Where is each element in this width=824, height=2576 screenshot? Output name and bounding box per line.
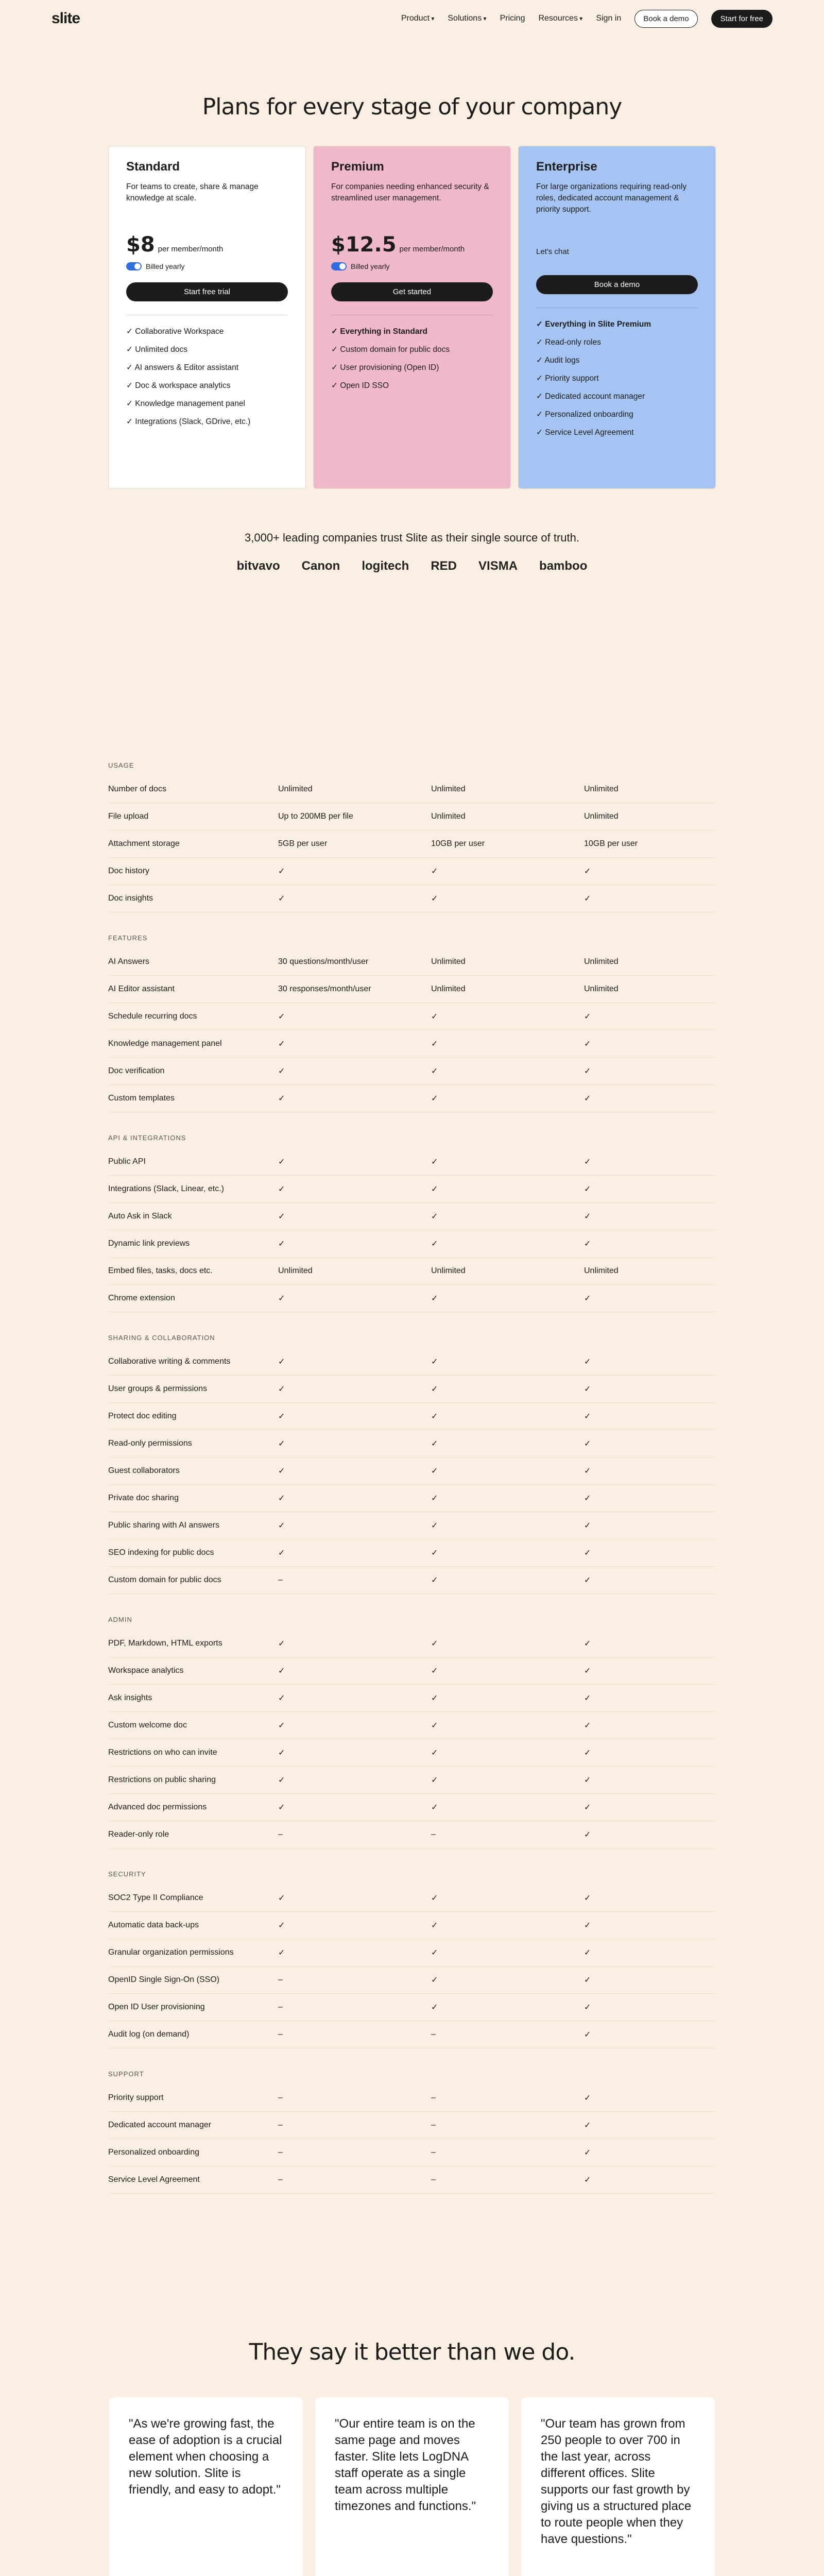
customer-logos [0, 559, 824, 573]
nav-links [401, 10, 772, 28]
feature-item: ✓ Doc & workspace analytics [126, 377, 288, 395]
table-row [108, 1712, 716, 1739]
plan-value: ✓ [431, 1776, 438, 1785]
plan-value: ✓ [278, 1067, 285, 1076]
feature-label: SOC2 Type II Compliance [108, 1893, 203, 1902]
feature-label: Number of docs [108, 785, 166, 793]
testimonials [0, 2339, 824, 2576]
plan-value: ✓ [431, 1521, 438, 1530]
plan-value: ✓ [584, 1385, 591, 1394]
plan-value: ✓ [431, 1212, 438, 1221]
table-row [108, 2139, 716, 2166]
table-row [108, 1821, 716, 1849]
feature-label: Audit log (on demand) [108, 2030, 190, 2039]
plan-value: ✓ [584, 1294, 591, 1303]
plan-value: ✓ [278, 1694, 285, 1703]
logitech-logo: logitech [362, 559, 409, 573]
plan-value: ✓ [584, 1831, 591, 1839]
plan-value: ✓ [278, 1549, 285, 1557]
plan-desc: For companies needing enhanced security & streamlined user management. [331, 182, 489, 202]
plan-price: $8 [126, 233, 155, 257]
visma-logo: VISMA [478, 559, 518, 573]
billed-label: Billed yearly [146, 262, 185, 270]
bitvavo-logo: bitvavo [236, 559, 280, 573]
table-row [108, 803, 716, 831]
feature-item: ✓ Integrations (Slack, GDrive, etc.) [126, 413, 288, 431]
feature-item: ✓ Everything in Standard [331, 323, 493, 341]
plan-value: 10GB per user [584, 839, 638, 848]
plan-value: ✓ [584, 1894, 591, 1903]
plan-value: – [278, 1575, 283, 1584]
top-nav [0, 0, 824, 37]
plan-value: ✓ [584, 1521, 591, 1530]
feature-label: Dynamic link previews [108, 1239, 190, 1248]
nav-solutions[interactable]: Solutions ▾ [448, 14, 486, 23]
table-row [108, 976, 716, 1003]
red-logo: RED [431, 559, 457, 573]
testimonial-card [315, 2397, 509, 2576]
plan-features [331, 323, 493, 395]
plan-value: Unlimited [431, 1266, 466, 1275]
plan-value: ✓ [584, 1439, 591, 1448]
table-row [108, 1203, 716, 1230]
plan-value: Unlimited [584, 785, 619, 793]
plan-value: ✓ [584, 1749, 591, 1757]
plan-value: – [431, 2093, 436, 2102]
plan-value: ✓ [584, 2148, 591, 2157]
table-row [108, 1794, 716, 1821]
feature-label: Automatic data back-ups [108, 1921, 199, 1929]
feature-label: Schedule recurring docs [108, 1012, 197, 1021]
feature-label: Restrictions on who can invite [108, 1748, 217, 1757]
start-free-button[interactable]: Start for free [711, 10, 772, 28]
feature-item: ✓ Service Level Agreement [536, 423, 698, 442]
feature-label: Private doc sharing [108, 1494, 179, 1502]
feature-label: Doc insights [108, 894, 153, 903]
plan-value: ✓ [584, 1776, 591, 1785]
bamboo-logo: bamboo [539, 559, 588, 573]
start-trial-button[interactable]: Start free trial [126, 282, 288, 301]
plan-value: ✓ [278, 1803, 285, 1812]
plan-name: Enterprise [536, 160, 597, 174]
plan-value: Unlimited [431, 985, 466, 993]
plan-value: ✓ [584, 2094, 591, 2103]
table-row [108, 1630, 716, 1657]
plan-value: ✓ [278, 1185, 285, 1194]
table-row [108, 2021, 716, 2048]
plan-value: Unlimited [278, 785, 313, 793]
feature-item: ✓ AI answers & Editor assistant [126, 359, 288, 377]
feature-item: ✓ Knowledge management panel [126, 395, 288, 413]
plan-value: 30 questions/month/user [278, 957, 369, 966]
plan-value: ✓ [584, 1921, 591, 1930]
nav-product[interactable]: Product ▾ [401, 14, 435, 23]
plan-value: Unlimited [584, 957, 619, 966]
nav-sign-in[interactable]: Sign in [596, 14, 622, 23]
table-row [108, 2112, 716, 2139]
feature-label: Open ID User provisioning [108, 2003, 205, 2011]
feature-label: Public sharing with AI answers [108, 1521, 220, 1530]
feature-label: Chrome extension [108, 1294, 175, 1302]
plan-value: ✓ [584, 1358, 591, 1366]
plan-value: ✓ [584, 1040, 591, 1048]
feature-item: ✓ User provisioning (Open ID) [331, 359, 493, 377]
plan-value: ✓ [584, 1694, 591, 1703]
plans [108, 146, 716, 489]
book-demo-button[interactable]: Book a demo [634, 10, 697, 28]
feature-item: ✓ Priority support [536, 369, 698, 387]
feature-label: Doc history [108, 867, 150, 875]
table-row [108, 1285, 716, 1312]
plan-value: ✓ [584, 894, 591, 903]
plan-value: ✓ [431, 1094, 438, 1103]
feature-label: Auto Ask in Slack [108, 1212, 172, 1221]
plan-value: ✓ [431, 894, 438, 903]
plan-value: ✓ [278, 1012, 285, 1021]
plan-value: ✓ [278, 1776, 285, 1785]
plan-value: ✓ [431, 1358, 438, 1366]
plan-value: ✓ [278, 1639, 285, 1648]
plan-value: – [278, 2030, 283, 2039]
plan-enterprise [518, 146, 716, 489]
feature-label: Custom templates [108, 1094, 175, 1103]
feature-label: Protect doc editing [108, 1412, 177, 1420]
get-started-button[interactable]: Get started [331, 282, 493, 301]
plan-per: per member/month [399, 245, 465, 253]
book-demo-button[interactable]: Book a demo [536, 275, 698, 294]
plan-value: Unlimited [584, 812, 619, 821]
testimonial-quote: "As we're growing fast, the ease of adoption is a crucial element when choosing a new solution. Slite is friendly, and easy to adopt." [129, 2417, 282, 2497]
section-title: ADMIN [108, 1616, 132, 1623]
feature-label: AI Editor assistant [108, 985, 175, 993]
feature-label: Granular organization permissions [108, 1948, 234, 1957]
page-title: Plans for every stage of your company [202, 94, 622, 120]
table-row [108, 1085, 716, 1112]
plan-value: ✓ [431, 1576, 438, 1585]
plan-value: ✓ [278, 1240, 285, 1248]
plan-value: ✓ [584, 1576, 591, 1585]
feature-item: ✓ Unlimited docs [126, 341, 288, 359]
plan-value: ✓ [431, 1894, 438, 1903]
plan-value: ✓ [278, 1749, 285, 1757]
plan-value: – [278, 2093, 283, 2102]
plan-premium [313, 146, 511, 489]
slite-logo[interactable]: slite [52, 10, 80, 27]
plan-value: ✓ [278, 1667, 285, 1675]
table-row [108, 1176, 716, 1203]
table-row [108, 1567, 716, 1594]
plan-value: ✓ [584, 2176, 591, 2184]
plan-value: ✓ [278, 1358, 285, 1366]
feature-item: ✓ Everything in Slite Premium [536, 315, 698, 333]
plan-value: ✓ [584, 1067, 591, 1076]
plan-value: ✓ [431, 1240, 438, 1248]
plan-value: ✓ [278, 1948, 285, 1957]
plan-value: ✓ [584, 2121, 591, 2130]
trust-text: 3,000+ leading companies trust Slite as their single source of truth. [245, 531, 579, 544]
plan-value: ✓ [431, 1976, 438, 1985]
plan-value: – [431, 2121, 436, 2129]
plan-value: ✓ [584, 1240, 591, 1248]
table-row [108, 1230, 716, 1258]
table-row [108, 2084, 716, 2112]
plan-value: ✓ [584, 1721, 591, 1730]
plan-value: ✓ [278, 1494, 285, 1503]
plan-value: ✓ [278, 1158, 285, 1166]
section-title: SHARING & COLLABORATION [108, 1334, 215, 1342]
canon-logo: Canon [301, 559, 340, 573]
plan-value: ✓ [584, 1494, 591, 1503]
plan-value: ✓ [584, 1412, 591, 1421]
feature-label: Attachment storage [108, 839, 180, 848]
plan-value: ✓ [584, 2030, 591, 2039]
table-row [108, 1767, 716, 1794]
plan-value: ✓ [584, 1185, 591, 1194]
table-row [108, 948, 716, 976]
feature-label: Reader-only role [108, 1830, 169, 1839]
nav-resources[interactable]: Resources ▾ [538, 14, 582, 23]
table-row [108, 1148, 716, 1176]
plan-value: ✓ [431, 1439, 438, 1448]
feature-label: Restrictions on public sharing [108, 1775, 216, 1784]
plan-value: ✓ [431, 1412, 438, 1421]
plan-value: ✓ [584, 1094, 591, 1103]
feature-label: Service Level Agreement [108, 2175, 200, 2184]
plan-value: ✓ [584, 1667, 591, 1675]
plan-value: ✓ [278, 1439, 285, 1448]
table-row [108, 1403, 716, 1430]
plan-value: ✓ [278, 1294, 285, 1303]
plan-value: ✓ [278, 1094, 285, 1103]
plan-value: Unlimited [278, 1266, 313, 1275]
table-row [108, 2166, 716, 2194]
plan-value: ✓ [278, 1040, 285, 1048]
table-row [108, 1030, 716, 1058]
plan-value: ✓ [278, 1212, 285, 1221]
table-row [108, 1539, 716, 1567]
plan-value: ✓ [431, 1639, 438, 1648]
table-row [108, 1258, 716, 1285]
plan-value: ✓ [431, 1921, 438, 1930]
plan-value: ✓ [584, 1976, 591, 1985]
plan-value: ✓ [584, 1467, 591, 1476]
plan-value: – [278, 2175, 283, 2184]
feature-label: Public API [108, 1157, 146, 1166]
feature-label: PDF, Markdown, HTML exports [108, 1639, 222, 1648]
feature-item: ✓ Custom domain for public docs [331, 341, 493, 359]
plan-value: ✓ [278, 867, 285, 876]
billed-yearly-toggle[interactable] [331, 262, 347, 270]
plan-desc: For teams to create, share & manage knowledge at scale. [126, 182, 259, 202]
plan-value: – [278, 1830, 283, 1839]
plan-value: ✓ [278, 1385, 285, 1394]
plan-value: ✓ [278, 1521, 285, 1530]
plan-value: 30 responses/month/user [278, 985, 371, 993]
plan-value: Unlimited [584, 1266, 619, 1275]
feature-item: ✓ Personalized onboarding [536, 405, 698, 423]
plan-value: ✓ [431, 1749, 438, 1757]
plan-value: ✓ [584, 1012, 591, 1021]
plan-value: 5GB per user [278, 839, 328, 848]
feature-item: ✓ Read-only roles [536, 333, 698, 351]
table-row [108, 1885, 716, 1912]
plan-value: ✓ [278, 1412, 285, 1421]
plan-desc: For large organizations requiring read-only roles, dedicated account management & priority support. [536, 182, 687, 214]
plan-value: ✓ [584, 2003, 591, 2012]
plan-value: ✓ [431, 2003, 438, 2012]
feature-label: Dedicated account manager [108, 2121, 212, 2129]
plan-value: ✓ [584, 867, 591, 876]
feature-item: ✓ Audit logs [536, 351, 698, 369]
plan-value: – [278, 2003, 283, 2011]
table-row [108, 1657, 716, 1685]
table-row [108, 1512, 716, 1539]
feature-label: Collaborative writing & comments [108, 1357, 231, 1366]
billed-label: Billed yearly [351, 262, 390, 270]
plan-value: – [431, 2148, 436, 2157]
feature-label: Custom domain for public docs [108, 1575, 221, 1584]
plan-value: Unlimited [431, 957, 466, 966]
testimonials-title: They say it better than we do. [249, 2339, 575, 2365]
comparison-table [108, 740, 716, 2194]
feature-label: Embed files, tasks, docs etc. [108, 1266, 213, 1275]
feature-label: Workspace analytics [108, 1666, 184, 1675]
table-row [108, 1376, 716, 1403]
plan-value: ✓ [278, 1721, 285, 1730]
plan-value: Unlimited [584, 985, 619, 993]
section-title: FEATURES [108, 934, 148, 942]
plan-value: ✓ [278, 1894, 285, 1903]
testimonial-quote: "Our entire team is on the same page and moves faster. Slite lets LogDNA staff operate as a single team across multiple timezones and functions." [335, 2417, 476, 2513]
plan-price: $12.5 [331, 233, 397, 257]
feature-label: OpenID Single Sign-On (SSO) [108, 1975, 220, 1984]
table-row [108, 1003, 716, 1030]
plan-value: ✓ [278, 1921, 285, 1930]
feature-label: Priority support [108, 2093, 164, 2102]
table-row [108, 1058, 716, 1085]
plan-per: per member/month [158, 245, 224, 253]
plan-value: ✓ [278, 1467, 285, 1476]
feature-label: Read-only permissions [108, 1439, 192, 1448]
lets-chat: Let's chat [536, 247, 569, 256]
plan-value: ✓ [584, 1639, 591, 1648]
plan-features [126, 323, 288, 431]
table-row [108, 1485, 716, 1512]
section-title: SECURITY [108, 1870, 146, 1878]
table-row [108, 1685, 716, 1712]
table-row [108, 1939, 716, 1967]
table-row [108, 1967, 716, 1994]
plan-value: ✓ [431, 1694, 438, 1703]
table-row [108, 1430, 716, 1458]
plan-value: ✓ [431, 1549, 438, 1557]
plan-value: ✓ [431, 1948, 438, 1957]
plan-value: ✓ [584, 1158, 591, 1166]
feature-label: SEO indexing for public docs [108, 1548, 214, 1557]
feature-item: ✓ Open ID SSO [331, 377, 493, 395]
plan-name: Premium [331, 160, 384, 174]
plan-value: ✓ [431, 1012, 438, 1021]
plan-value: ✓ [431, 1467, 438, 1476]
section-title: SUPPORT [108, 2070, 144, 2078]
section-title: API & INTEGRATIONS [108, 1134, 186, 1142]
plan-value: ✓ [431, 1385, 438, 1394]
plan-value: ✓ [584, 1803, 591, 1812]
plan-value: Unlimited [431, 785, 466, 793]
plan-value: Unlimited [431, 812, 466, 821]
table-row [108, 1739, 716, 1767]
testimonial-card [521, 2397, 715, 2576]
plan-value: ✓ [431, 1803, 438, 1812]
feature-label: Custom welcome doc [108, 1721, 187, 1730]
feature-label: AI Answers [108, 957, 150, 966]
feature-label: File upload [108, 812, 149, 821]
plan-value: – [431, 2030, 436, 2039]
feature-item: ✓ Collaborative Workspace [126, 323, 288, 341]
plan-value: ✓ [431, 867, 438, 876]
plan-value: – [278, 1975, 283, 1984]
plan-value: ✓ [584, 1549, 591, 1557]
testimonial-quote: "Our team has grown from 250 people to over 700 in the last year, across different offices. Slite supports our fast growth by giving us a structured place to route people when they have questions." [541, 2417, 692, 2546]
plan-name: Standard [126, 160, 180, 174]
plan-value: – [431, 2175, 436, 2184]
plan-value: ✓ [431, 1294, 438, 1303]
plan-value: – [431, 1830, 436, 1839]
feature-label: Integrations (Slack, Linear, etc.) [108, 1184, 224, 1193]
feature-label: Guest collaborators [108, 1466, 180, 1475]
plan-value: ✓ [431, 1040, 438, 1048]
testimonial-card [109, 2397, 303, 2576]
feature-label: Personalized onboarding [108, 2148, 200, 2157]
plan-value: ✓ [431, 1494, 438, 1503]
table-row [108, 858, 716, 885]
plan-value: ✓ [584, 1212, 591, 1221]
plan-value: – [278, 2121, 283, 2129]
plan-value: ✓ [431, 1721, 438, 1730]
table-row [108, 885, 716, 912]
section-title: USAGE [108, 761, 134, 769]
plan-standard [108, 146, 306, 489]
feature-label: User groups & permissions [108, 1384, 208, 1393]
table-row [108, 831, 716, 858]
plan-value: ✓ [431, 1158, 438, 1166]
plan-features [536, 315, 698, 442]
feature-item: ✓ Dedicated account manager [536, 387, 698, 405]
plan-value: ✓ [431, 1185, 438, 1194]
feature-label: Knowledge management panel [108, 1039, 222, 1048]
table-row [108, 1912, 716, 1939]
plan-value: 10GB per user [431, 839, 485, 848]
plan-value: – [278, 2148, 283, 2157]
table-row [108, 1994, 716, 2021]
billed-yearly-toggle[interactable] [126, 262, 142, 270]
plan-value: ✓ [584, 1948, 591, 1957]
table-row [108, 776, 716, 803]
table-row [108, 1348, 716, 1376]
plan-value: ✓ [278, 894, 285, 903]
table-row [108, 1458, 716, 1485]
plan-value: ✓ [431, 1667, 438, 1675]
plan-value: Up to 200MB per file [278, 812, 353, 821]
feature-label: Advanced doc permissions [108, 1803, 207, 1811]
feature-label: Ask insights [108, 1693, 152, 1702]
nav-pricing[interactable]: Pricing [500, 14, 525, 23]
plan-value: ✓ [431, 1067, 438, 1076]
feature-label: Doc verification [108, 1066, 165, 1075]
